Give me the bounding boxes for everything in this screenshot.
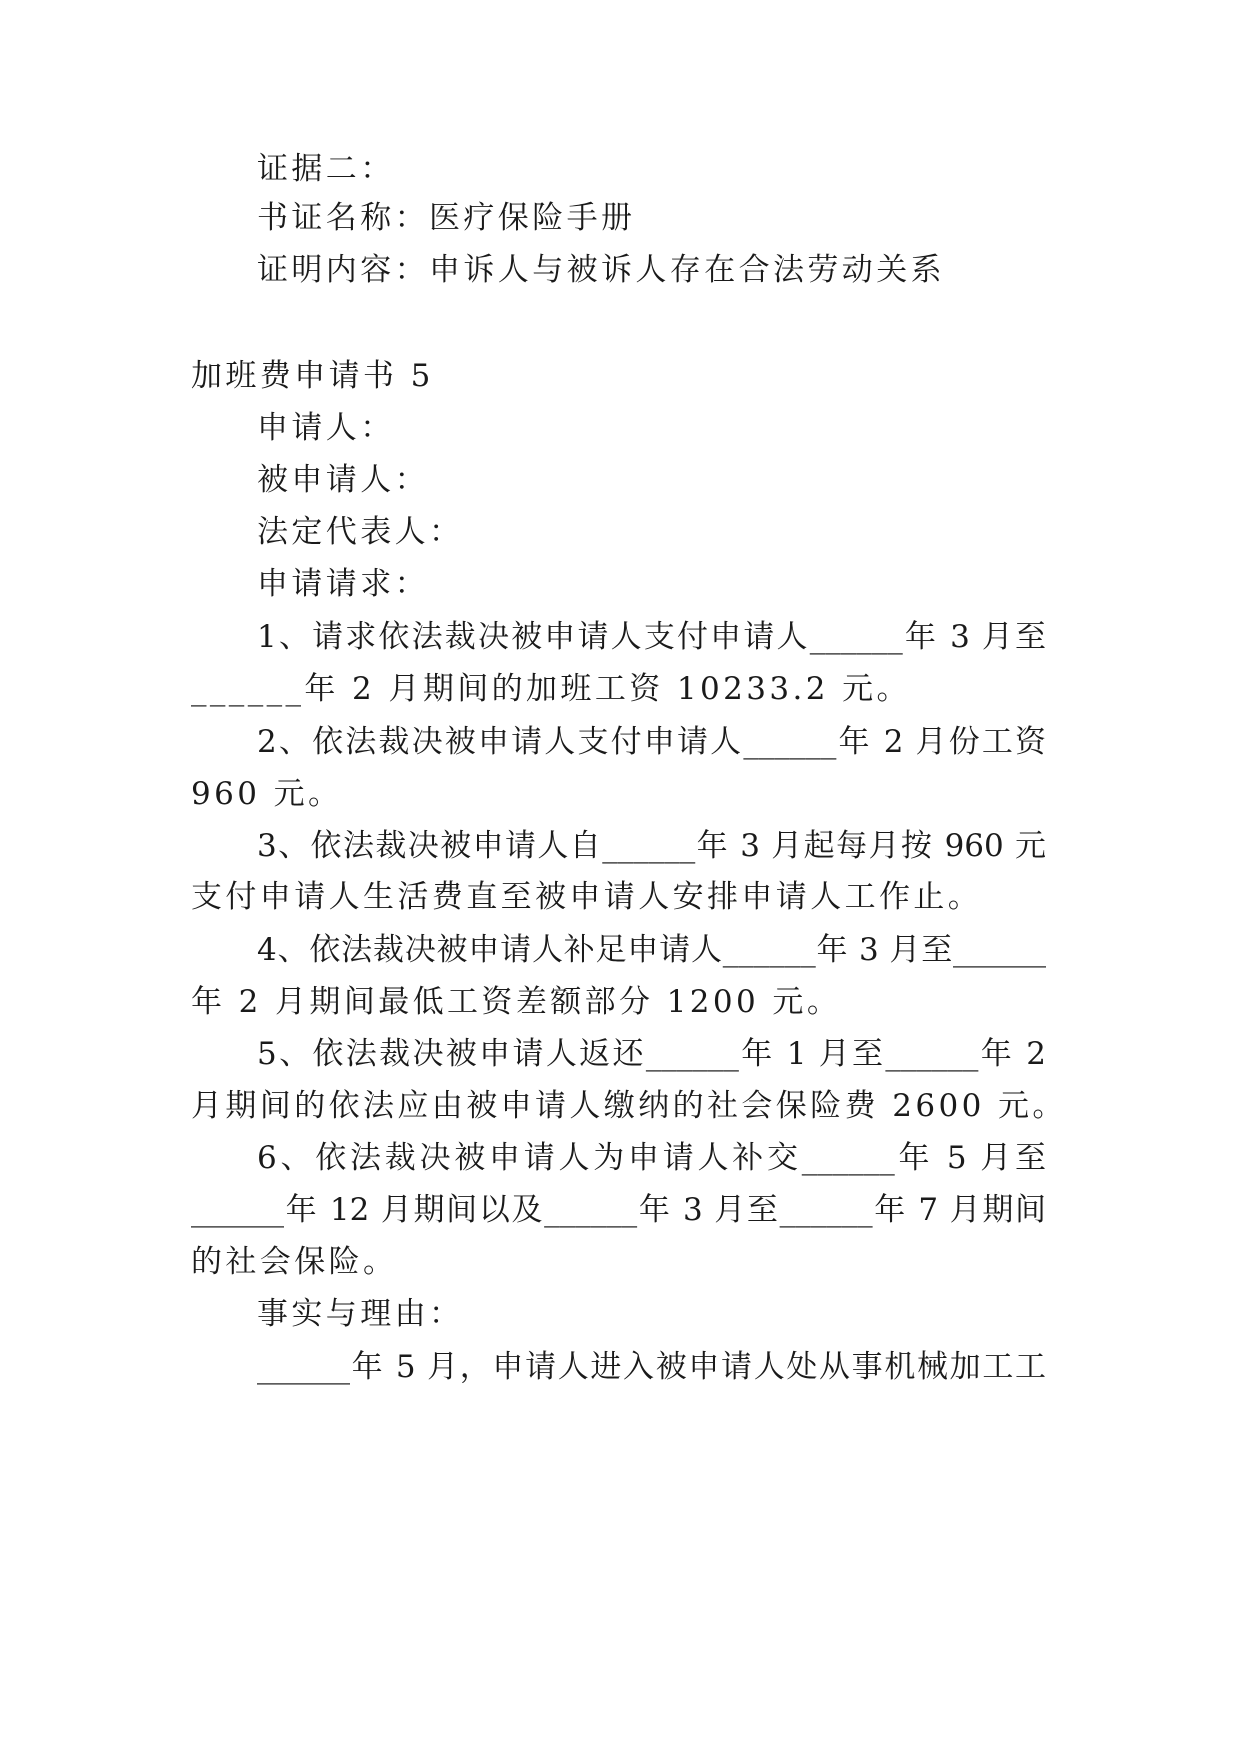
evidence-content-line: 证明内容：申诉人与被诉人存在合法劳动关系 <box>257 252 945 288</box>
request-5-line-2: 月期间的依法应由被申请人缴纳的社会保险费 2600 元。 <box>191 1088 1067 1124</box>
request-4-line-1: 4、依法裁决被申请人补足申请人______年 3 月至______ <box>257 932 1046 968</box>
respondent-line: 被申请人： <box>257 462 429 498</box>
requests-heading: 申请请求： <box>257 566 429 602</box>
request-6-line-2: ______年 12 月期间以及______年 3 月至______年 7 月期间 <box>191 1192 1046 1228</box>
request-4-line-2: 年 2 月期间最低工资差额部分 1200 元。 <box>191 984 842 1020</box>
applicant-line: 申请人： <box>257 410 395 446</box>
request-1-line-2: ______年 2 月期间的加班工资 10233.2 元。 <box>191 671 911 707</box>
request-2-line-2: 960 元。 <box>191 776 343 812</box>
request-6-line-1: 6、依法裁决被申请人为申请人补交______年 5 月至 <box>257 1140 1046 1176</box>
request-5-line-1: 5、依法裁决被申请人返还______年 1 月至______年 2 <box>257 1036 1046 1072</box>
evidence-name-line: 书证名称：医疗保险手册 <box>257 200 636 236</box>
facts-line-1: ______年 5 月，申请人进入被申请人处从事机械加工工 <box>257 1349 1046 1385</box>
legal-rep-line: 法定代表人： <box>257 514 464 550</box>
facts-heading: 事实与理由： <box>257 1296 464 1332</box>
request-6-line-3: 的社会保险。 <box>191 1244 398 1280</box>
evidence-heading: 证据二： <box>257 151 395 187</box>
request-2-line-1: 2、依法裁决被申请人支付申请人______年 2 月份工资 <box>257 724 1046 760</box>
document-title: 加班费申请书 5 <box>191 358 434 394</box>
request-1-line-1: 1、请求依法裁决被申请人支付申请人______年 3 月至 <box>257 619 1046 655</box>
request-3-line-2: 支付申请人生活费直至被申请人安排申请人工作止。 <box>191 879 983 915</box>
request-3-line-1: 3、依法裁决被申请人自______年 3 月起每月按 960 元 <box>257 828 1046 864</box>
